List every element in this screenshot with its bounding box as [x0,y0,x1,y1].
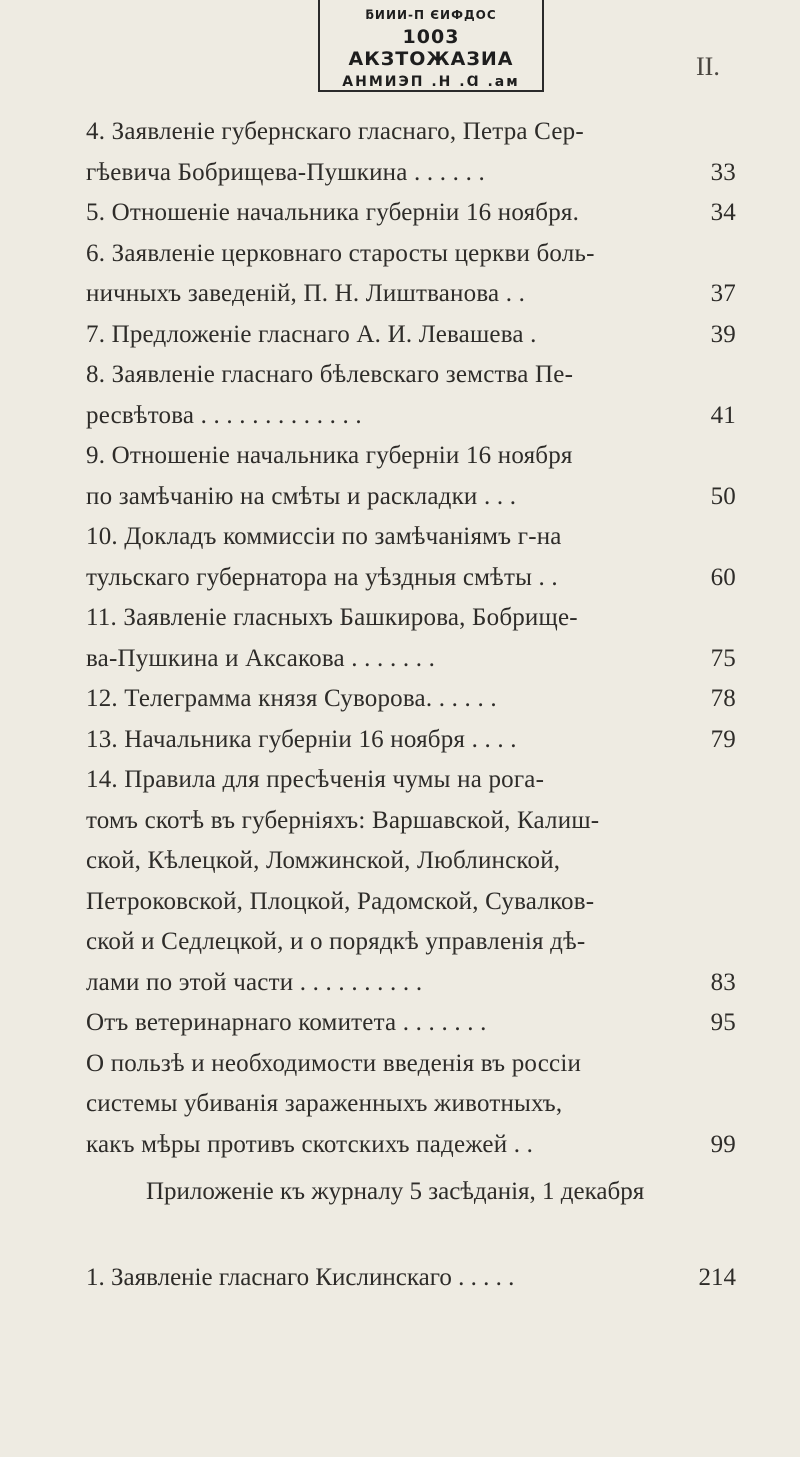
toc-line-text: гѣевича Бобрищева-Пушкина . . . . . . [86,158,485,186]
toc-line [86,355,736,395]
toc-line-text: 10. Докладъ коммиссіи по замѣчаніямъ г-на [86,523,562,550]
appendix-title: Приложеніе къ журналу 5 засѣданія, 1 декабря [146,1178,645,1205]
toc-line-text: 8. Заявленіе гласнаго бѣлевскаго земства Пе- [86,361,574,388]
toc-line-text: Отъ ветеринарнаго комитета . . . . . . . [86,1009,487,1036]
toc-line-page: 95 [710,1009,736,1036]
toc-line [86,477,736,517]
toc-line [86,679,736,719]
toc-line-text: какъ мѣры противъ скотскихъ падежей . . [86,1130,534,1158]
stamp-line-3: АНМИЭП .Н .Ɑ .ам [342,74,520,90]
toc-line-text: томъ скотѣ въ губерніяхъ: Варшавской, Калиш- [86,806,600,834]
toc-line-text: ва-Пушкина и Аксакова . . . . . . . [86,644,436,672]
toc-line [86,841,736,881]
toc-line [86,1125,736,1165]
toc-line-text: ской и Седлецкой, и о порядкѣ управленія дѣ- [86,928,586,955]
toc-line-page: 50 [710,482,736,510]
toc-line-page: 99 [710,1130,736,1158]
toc-line [86,922,736,962]
toc-line-text: 9. Отношеніе начальника губерніи 16 ноября [86,442,573,469]
library-stamp [318,0,544,92]
toc-line-text: ресвѣтова . . . . . . . . . . . . . [86,401,362,429]
toc-line [86,315,736,355]
toc-line [86,1044,736,1084]
toc-line-text: тульскаго губернатора на уѣздныя смѣты . . [86,563,558,591]
appendix-entry-text: 1. Заявленіе гласнаго Кислинскаго . . . . . [86,1264,515,1291]
toc-line-text: 11. Заявленіе гласныхъ Башкирова, Бобрище- [86,604,578,631]
toc-line [86,1084,736,1124]
toc-line-text: О пользѣ и необходимости введенія въ россіи [86,1049,582,1077]
toc-line-text: 7. Предложеніе гласнаго А. И. Левашева . [86,320,537,348]
toc-line-page: 60 [710,563,736,591]
toc-line [86,234,736,274]
toc-line [86,153,736,193]
toc-line-text: по замѣчанію на смѣты и раскладки . . . [86,482,517,510]
toc-line-text: 14. Правила для пресѣченія чумы на рога- [86,766,545,793]
toc-line [86,801,736,841]
toc-line [86,639,736,679]
toc-line [86,1003,736,1043]
toc-line [86,193,736,233]
toc-line-text: системы убиванія зараженныхъ животныхъ, [86,1090,563,1117]
toc-line [86,517,736,557]
toc-line-text: ской, Кѣлецкой, Ломжинской, Люблинской, [86,847,561,874]
toc-line [86,720,736,760]
toc-line [86,882,736,922]
toc-line [86,760,736,800]
toc-line [86,963,736,1003]
toc-line [86,396,736,436]
toc-line-text: 6. Заявленіе церковнаго старосты церкви боль- [86,239,595,267]
toc-line-page: 34 [710,199,736,226]
toc-line [86,112,736,152]
toc-line-page: 78 [710,685,736,712]
toc-line-text: ничныхъ заведеній, П. Н. Лиштванова . . [86,280,526,307]
appendix-entry-page: 214 [698,1264,736,1291]
page-number: II. [696,52,720,81]
toc-line-page: 75 [710,644,736,672]
toc-line-text: 13. Начальника губерніи 16 ноября . . . . [86,725,517,753]
toc-line-page: 41 [710,401,736,429]
toc-line-page: 83 [710,968,736,996]
toc-line-text: 4. Заявленіе губернскаго гласнаго, Петра Сер- [86,118,584,145]
toc-line-text: лами по этой части . . . . . . . . . . [86,968,423,996]
stamp-line-2: 1003 АКЗТОЖАЗИА [348,26,514,70]
toc-line-text: 12. Телеграмма князя Суворова. . . . . . [86,685,497,712]
toc-line-text: Петроковской, Плоцкой, Радомской, Сувалков- [86,887,595,915]
toc-line-page: 33 [710,158,736,186]
toc-line [86,436,736,476]
toc-line [86,558,736,598]
toc-line-page: 37 [710,280,736,307]
toc-line-page: 79 [710,725,736,753]
toc-line [86,598,736,638]
toc-line-page: 39 [710,320,736,348]
stamp-line-1: ƃИИИ-П ЄИФДОС [365,8,497,22]
toc-line [86,274,736,314]
toc-line-text: 5. Отношеніе начальника губерніи 16 ноября. [86,199,580,226]
